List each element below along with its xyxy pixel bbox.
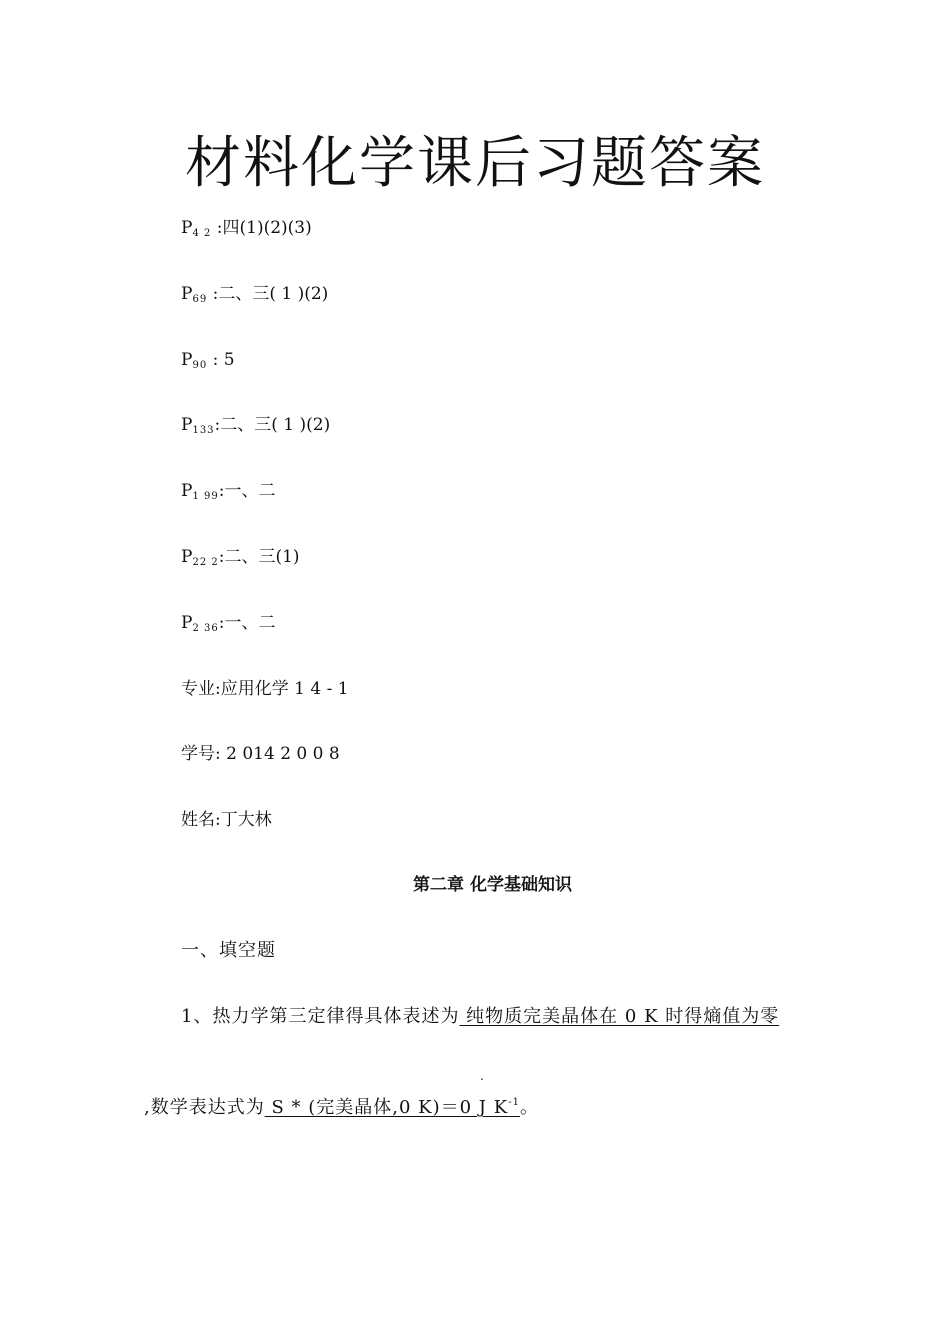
page-ref-label: P bbox=[181, 613, 193, 633]
page-ref-number: 2 36 bbox=[192, 623, 219, 634]
page-ref-items: :四(1)(2)(3) bbox=[211, 218, 312, 238]
student-id: 学号: 2 014 2 0 0 8 bbox=[181, 744, 340, 764]
page-ref-label: P bbox=[181, 284, 193, 304]
page-ref-4 bbox=[181, 413, 330, 443]
page-ref-7 bbox=[181, 611, 275, 641]
page-ref-items: :二、三(1) bbox=[218, 547, 300, 567]
page-ref-number: 133 bbox=[192, 425, 215, 436]
page-ref-number: 1 99 bbox=[192, 491, 219, 502]
page-ref-label: P bbox=[181, 350, 193, 370]
student-major: 专业:应用化学 1 4 - 1 bbox=[181, 679, 349, 699]
question-1-prefix: 1、热力学第三定律得具体表述为 bbox=[181, 1006, 460, 1027]
question-1-expression-prefix: ,数学表达式为 bbox=[144, 1097, 265, 1118]
page-ref-label: P bbox=[181, 218, 193, 238]
question-1-answer-expression bbox=[265, 1097, 520, 1118]
page-ref-6 bbox=[181, 545, 300, 575]
page-ref-number: 69 bbox=[192, 294, 208, 305]
page-ref-items: :二、三( 1 )(2) bbox=[214, 415, 331, 435]
page-ref-2 bbox=[181, 282, 328, 312]
page-ref-label: P bbox=[181, 481, 193, 501]
document-title: 材料化学课后习题答案 bbox=[185, 131, 765, 196]
question-1-answer-statement: 纯物质完美晶体在 0 K 时得熵值为零 bbox=[459, 1006, 780, 1027]
page-ref-number: 22 2 bbox=[192, 557, 219, 568]
question-1-line-1 bbox=[181, 1005, 779, 1029]
expression-exponent: -1 bbox=[508, 1097, 520, 1108]
page-ref-5 bbox=[181, 479, 275, 509]
page-ref-items: :二、三( 1 )(2) bbox=[207, 284, 329, 304]
page-ref-label: P bbox=[181, 547, 193, 567]
page-ref-number: 4 2 bbox=[192, 228, 212, 239]
expression-text: S * (完美晶体,0 K)＝0 J K bbox=[264, 1097, 509, 1118]
stray-dot: . bbox=[480, 1069, 484, 1083]
page-ref-3 bbox=[181, 348, 235, 378]
question-1-end: 。 bbox=[519, 1097, 539, 1118]
page-ref-items: : 5 bbox=[207, 350, 235, 370]
page-ref-label: P bbox=[181, 415, 193, 435]
question-1-line-2 bbox=[144, 1091, 539, 1120]
page-ref-1 bbox=[181, 216, 312, 246]
page-ref-number: 90 bbox=[192, 360, 208, 371]
student-name: 姓名:丁大林 bbox=[181, 810, 272, 830]
section-heading: 一、填空题 bbox=[181, 940, 276, 961]
page-ref-items: :一、二 bbox=[218, 481, 276, 501]
chapter-heading: 第二章 化学基础知识 bbox=[413, 875, 572, 895]
page-ref-items: :一、二 bbox=[218, 613, 276, 633]
